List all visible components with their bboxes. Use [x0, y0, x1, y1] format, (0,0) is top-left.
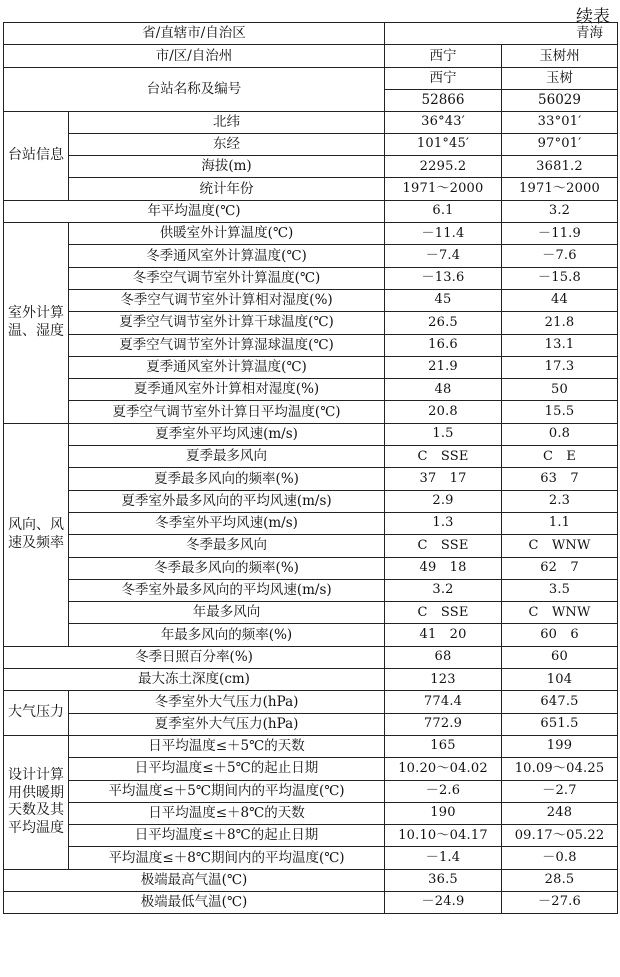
table-row: [4, 356, 618, 378]
table-row: [4, 156, 618, 178]
province-value: 青海: [385, 23, 618, 45]
cell-value: C SSE: [385, 446, 502, 468]
row-label: 夏季空气调节室外计算日平均温度(℃): [69, 401, 385, 423]
row-label: 冬季室外大气压力(hPa): [69, 691, 385, 713]
cell-value: 1.1: [502, 512, 618, 534]
cell-value: 33°01′: [502, 111, 618, 133]
station-id-1: 52866: [421, 91, 465, 108]
row-label: 日平均温度≤＋5℃的起止日期: [69, 758, 385, 780]
province-label: 省/直辖市/自治区: [4, 23, 385, 45]
cell-value: C SSE: [385, 535, 502, 557]
cell-value: 1971～2000: [385, 178, 502, 200]
city-value-2: 玉树州: [502, 45, 618, 67]
cell-value: 17.3: [502, 356, 618, 378]
row-label: 供暖室外计算温度(℃): [69, 223, 385, 245]
table-row: [4, 669, 618, 691]
table-row: [4, 869, 618, 891]
table-row: [4, 758, 618, 780]
cell-value: 647.5: [502, 691, 618, 713]
row-label: 日平均温度≤＋8℃的起止日期: [69, 825, 385, 847]
table-row: [4, 535, 618, 557]
table-row: [4, 490, 618, 512]
row-label: 统计年份: [69, 178, 385, 200]
cell-value: 123: [385, 669, 502, 691]
cell-value: 2.3: [502, 490, 618, 512]
row-label: 日平均温度≤＋5℃的天数: [69, 735, 385, 757]
table-row: [4, 468, 618, 490]
cell-value: 2295.2: [385, 156, 502, 178]
table-row: [4, 691, 618, 713]
row-label: 冬季日照百分率(%): [4, 646, 385, 668]
row-label: 极端最高气温(℃): [4, 869, 385, 891]
row-label: 冬季空气调节室外计算温度(℃): [69, 267, 385, 289]
cell-value: 48: [385, 379, 502, 401]
table-row: [4, 267, 618, 289]
cell-value: －2.7: [502, 780, 618, 802]
row-label: 平均温度≤＋5℃期间内的平均温度(℃): [69, 780, 385, 802]
cell-value: 60 6: [502, 624, 618, 646]
cell-value: －0.8: [502, 847, 618, 869]
cell-value: 1971～2000: [502, 178, 618, 200]
cell-value: 1.5: [385, 423, 502, 445]
station-name-1: 西宁: [385, 68, 501, 90]
cell-value: 41 20: [385, 624, 502, 646]
row-label: 日平均温度≤＋8℃的天数: [69, 802, 385, 824]
cell-value: 60: [502, 646, 618, 668]
table-row: [4, 780, 618, 802]
cell-value: 2.9: [385, 490, 502, 512]
row-label: 夏季室外平均风速(m/s): [69, 423, 385, 445]
table-row: [4, 111, 618, 133]
cell-value: －24.9: [385, 891, 502, 913]
section-title: 台站信息: [4, 111, 69, 200]
row-label: 冬季空气调节室外计算相对湿度(%): [69, 289, 385, 311]
cell-value: 10.10～04.17: [385, 825, 502, 847]
row-label: 夏季室外大气压力(hPa): [69, 713, 385, 735]
cell-value: －15.8: [502, 267, 618, 289]
cell-value: 37 17: [385, 468, 502, 490]
table-row: [4, 245, 618, 267]
cell-value: －1.4: [385, 847, 502, 869]
cell-value: －27.6: [502, 891, 618, 913]
cell-value: 3.2: [385, 579, 502, 601]
table-row: [4, 133, 618, 155]
cell-value: 101°45′: [385, 133, 502, 155]
cell-value: 63 7: [502, 468, 618, 490]
cell-value: 104: [502, 669, 618, 691]
cell-value: 26.5: [385, 312, 502, 334]
row-label: 东经: [69, 133, 385, 155]
cell-value: －13.6: [385, 267, 502, 289]
row-label: 冬季室外最多风向的平均风速(m/s): [69, 579, 385, 601]
cell-value: 09.17～05.22: [502, 825, 618, 847]
cell-value: C WNW: [502, 535, 618, 557]
climate-parameter-table: [3, 22, 618, 914]
station-1: [385, 67, 502, 111]
row-label: 夏季最多风向的频率(%): [69, 468, 385, 490]
cell-value: 10.09～04.25: [502, 758, 618, 780]
row-label: 年平均温度(℃): [4, 200, 385, 222]
row-label: 年最多风向的频率(%): [69, 624, 385, 646]
row-label: 海拔(m): [69, 156, 385, 178]
row-label: 夏季通风室外计算温度(℃): [69, 356, 385, 378]
section-title: 设计计算用供暖期天数及其平均温度: [4, 735, 69, 869]
row-label: 北纬: [69, 111, 385, 133]
cell-value: －2.6: [385, 780, 502, 802]
cell-value: －7.4: [385, 245, 502, 267]
cell-value: 165: [385, 735, 502, 757]
section-title: 风向、风速及频率: [4, 423, 69, 646]
table-row: [4, 825, 618, 847]
cell-value: 3.2: [502, 200, 618, 222]
table-row: [4, 200, 618, 222]
cell-value: 16.6: [385, 334, 502, 356]
cell-value: －7.6: [502, 245, 618, 267]
cell-value: 20.8: [385, 401, 502, 423]
cell-value: 3681.2: [502, 156, 618, 178]
table-row: [4, 579, 618, 601]
cell-value: C SSE: [385, 602, 502, 624]
table-row: [4, 646, 618, 668]
cell-value: 10.20～04.02: [385, 758, 502, 780]
cell-value: 15.5: [502, 401, 618, 423]
cell-value: 199: [502, 735, 618, 757]
province-row: [4, 23, 618, 45]
cell-value: C E: [502, 446, 618, 468]
station-2: [502, 67, 618, 111]
table-row: [4, 446, 618, 468]
city-label: 市/区/自治州: [4, 45, 385, 67]
cell-value: C WNW: [502, 602, 618, 624]
section-title: 大气压力: [4, 691, 69, 736]
cell-value: 50: [502, 379, 618, 401]
table-row: [4, 557, 618, 579]
continued-label: 续表: [576, 7, 610, 27]
row-label: 夏季通风室外计算相对湿度(%): [69, 379, 385, 401]
station-row: [4, 67, 618, 111]
row-label: 极端最低气温(℃): [4, 891, 385, 913]
table-row: [4, 423, 618, 445]
cell-value: 44: [502, 289, 618, 311]
cell-value: 62 7: [502, 557, 618, 579]
cell-value: 1.3: [385, 512, 502, 534]
table-row: [4, 624, 618, 646]
row-label: 最大冻土深度(cm): [4, 669, 385, 691]
station-label: 台站名称及编号: [4, 67, 385, 111]
station-id-2: 56029: [538, 91, 581, 108]
cell-value: 248: [502, 802, 618, 824]
city-value-1: 西宁: [385, 45, 502, 67]
cell-value: 36.5: [385, 869, 502, 891]
cell-value: 49 18: [385, 557, 502, 579]
cell-value: 13.1: [502, 334, 618, 356]
cell-value: 0.8: [502, 423, 618, 445]
table-row: [4, 312, 618, 334]
table-row: [4, 602, 618, 624]
cell-value: 3.5: [502, 579, 618, 601]
cell-value: －11.9: [502, 223, 618, 245]
table-row: [4, 289, 618, 311]
station-name-2: 玉树: [502, 68, 617, 90]
cell-value: 21.8: [502, 312, 618, 334]
row-label: 冬季通风室外计算温度(℃): [69, 245, 385, 267]
row-label: 夏季室外最多风向的平均风速(m/s): [69, 490, 385, 512]
table-row: [4, 223, 618, 245]
cell-value: 45: [385, 289, 502, 311]
table-row: [4, 713, 618, 735]
row-label: 年最多风向: [69, 602, 385, 624]
row-label: 冬季室外平均风速(m/s): [69, 512, 385, 534]
table-row: [4, 802, 618, 824]
table-row: [4, 512, 618, 534]
table-row: [4, 891, 618, 913]
cell-value: 21.9: [385, 356, 502, 378]
table-row: [4, 847, 618, 869]
cell-value: 36°43′: [385, 111, 502, 133]
cell-value: －11.4: [385, 223, 502, 245]
table-row: [4, 401, 618, 423]
table-row: [4, 334, 618, 356]
row-label: 平均温度≤＋8℃期间内的平均温度(℃): [69, 847, 385, 869]
section-title: 室外计算温、湿度: [4, 223, 69, 424]
cell-value: 6.1: [385, 200, 502, 222]
cell-value: 772.9: [385, 713, 502, 735]
row-label: 夏季最多风向: [69, 446, 385, 468]
cell-value: 651.5: [502, 713, 618, 735]
cell-value: 774.4: [385, 691, 502, 713]
cell-value: 28.5: [502, 869, 618, 891]
table-row: [4, 379, 618, 401]
row-label: 夏季空气调节室外计算湿球温度(℃): [69, 334, 385, 356]
cell-value: 190: [385, 802, 502, 824]
table-row: [4, 178, 618, 200]
cell-value: 97°01′: [502, 133, 618, 155]
city-row: [4, 45, 618, 67]
row-label: 夏季空气调节室外计算干球温度(℃): [69, 312, 385, 334]
row-label: 冬季最多风向的频率(%): [69, 557, 385, 579]
cell-value: 68: [385, 646, 502, 668]
row-label: 冬季最多风向: [69, 535, 385, 557]
table-row: [4, 735, 618, 757]
